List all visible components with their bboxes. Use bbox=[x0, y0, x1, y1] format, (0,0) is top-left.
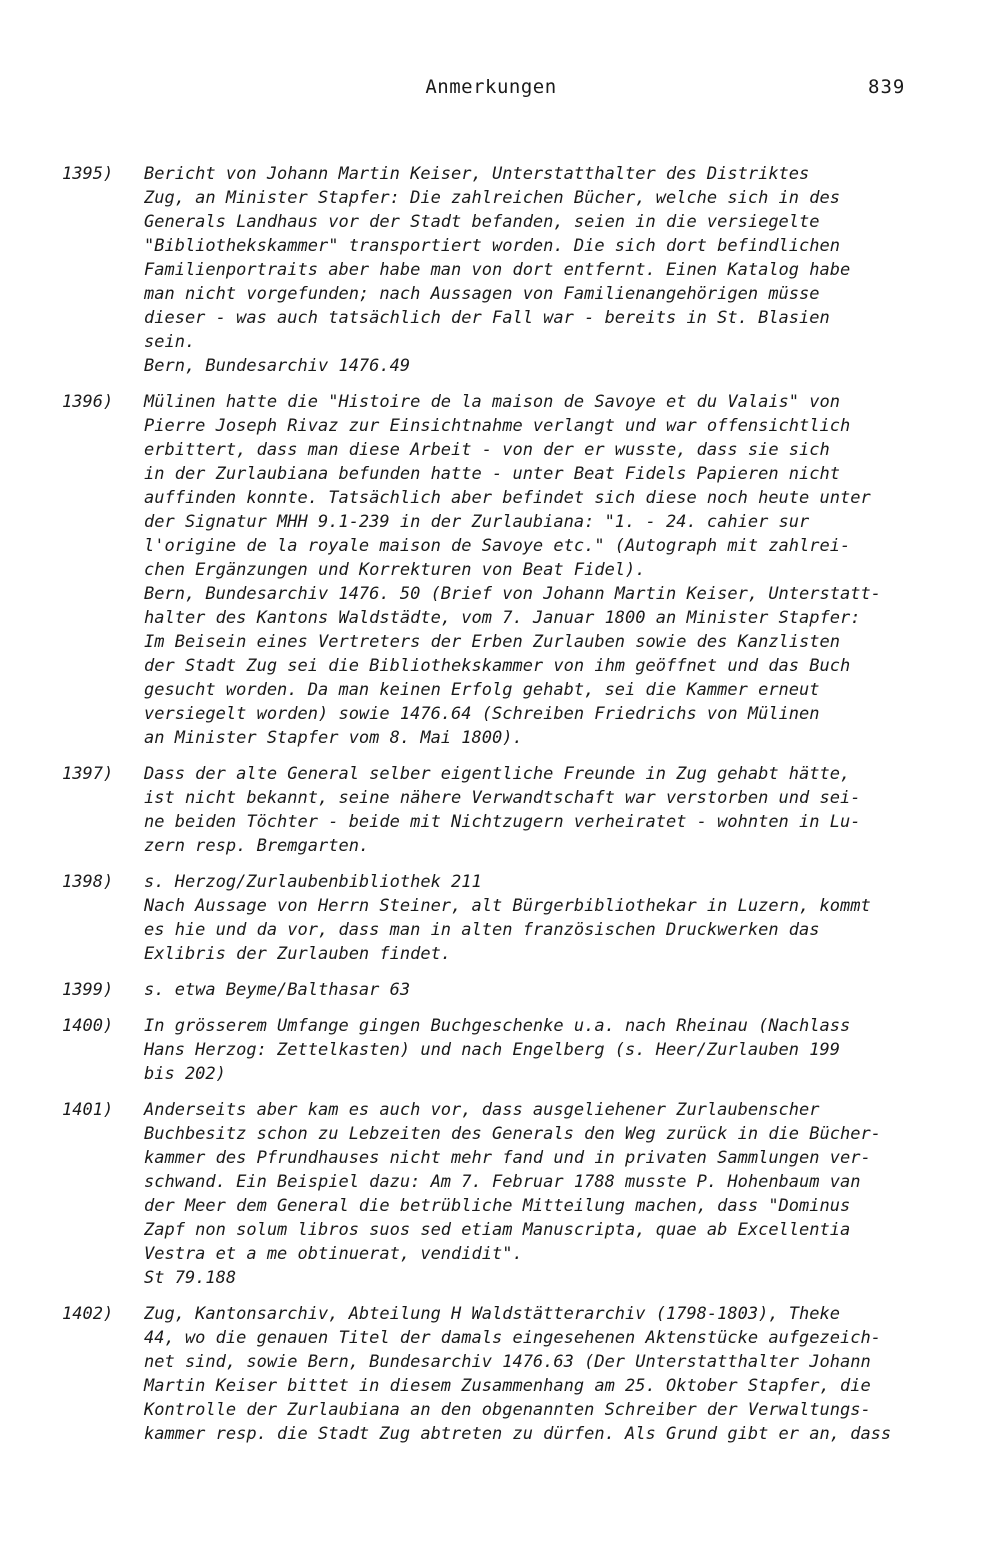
footnote-text bbox=[144, 1014, 962, 1086]
page-title: Anmerkungen bbox=[425, 76, 557, 98]
footnote-line: der Meer dem General die betrübliche Mitteilung machen, dass "Dominus bbox=[144, 1196, 851, 1216]
footnote-line: Martin Keiser bittet in diesem Zusammenhang am 25. Oktober Stapfer, die bbox=[144, 1376, 871, 1396]
footnote-line: zern resp. Bremgarten. bbox=[144, 836, 370, 856]
footnote-line: es hie und da vor, dass man in alten französischen Druckwerken das bbox=[144, 920, 820, 940]
footnote-text bbox=[144, 870, 962, 966]
footnote-line: Zug, an Minister Stapfer: Die zahlreichen Bücher, welche sich in des bbox=[144, 188, 840, 208]
footnote-line: 44, wo die genauen Titel der damals eingesehenen Aktenstücke aufgezeich- bbox=[144, 1328, 881, 1348]
footnote-line: Im Beisein eines Vertreters der Erben Zurlauben sowie des Kanzlisten bbox=[144, 632, 840, 652]
footnote-line: Anderseits aber kam es auch vor, dass ausgeliehener Zurlaubenscher bbox=[144, 1100, 820, 1120]
footnote-line: Kontrolle der Zurlaubiana an den obgenannten Schreiber der Verwaltungs- bbox=[144, 1400, 871, 1420]
footnote-line: der Stadt Zug sei die Bibliothekskammer von ihm geöffnet und das Buch bbox=[144, 656, 851, 676]
footnote-line: Pierre Joseph Rivaz zur Einsichtnahme verlangt und war offensichtlich bbox=[144, 416, 851, 436]
page-header bbox=[0, 76, 1000, 106]
footnote-line: Familienportraits aber habe man von dort entfernt. Einen Katalog habe bbox=[144, 260, 851, 280]
footnote-line: Buchbesitz schon zu Lebzeiten des Generals den Weg zurück in die Bücher- bbox=[144, 1124, 881, 1144]
footnote-line: Generals Landhaus vor der Stadt befanden, seien in die versiegelte bbox=[144, 212, 820, 232]
footnote-line: "Bibliothekskammer" transportiert worden. Die sich dort befindlichen bbox=[144, 236, 840, 256]
footnote-number: 1399) bbox=[62, 980, 114, 1000]
footnote-line: chen Ergänzungen und Korrekturen von Beat Fidel). bbox=[144, 560, 646, 580]
footnote-line: halter des Kantons Waldstädte, vom 7. Januar 1800 an Minister Stapfer: bbox=[144, 608, 861, 628]
footnote-number: 1398) bbox=[62, 872, 114, 892]
footnote-line: Hans Herzog: Zettelkasten) und nach Engelberg (s. Heer/Zurlauben 199 bbox=[144, 1040, 840, 1060]
footnote-number: 1402) bbox=[62, 1304, 114, 1324]
footnote-line: Zapf non solum libros suos sed etiam Manuscripta, quae ab Excellentia bbox=[144, 1220, 851, 1240]
footnote-text bbox=[144, 978, 962, 1002]
footnote bbox=[62, 162, 962, 378]
footnote-line: man nicht vorgefunden; nach Aussagen von Familienangehörigen müsse bbox=[144, 284, 820, 304]
footnote-line: kammer des Pfrundhauses nicht mehr fand und in privaten Sammlungen ver- bbox=[144, 1148, 871, 1168]
notes-list bbox=[62, 162, 962, 1458]
footnote-line: s. Herzog/Zurlaubenbibliothek 211 bbox=[144, 872, 482, 892]
footnote bbox=[62, 390, 962, 750]
footnote bbox=[62, 1098, 962, 1290]
footnote-line: Vestra et a me obtinuerat, vendidit". bbox=[144, 1244, 523, 1264]
footnote-line: an Minister Stapfer vom 8. Mai 1800). bbox=[144, 728, 523, 748]
footnote-line: Zug, Kantonsarchiv, Abteilung H Waldstätterarchiv (1798-1803), Theke bbox=[144, 1304, 840, 1324]
footnote bbox=[62, 1014, 962, 1086]
footnote bbox=[62, 1302, 962, 1446]
footnote-line: s. etwa Beyme/Balthasar 63 bbox=[144, 980, 411, 1000]
footnote-line: in der Zurlaubiana befunden hatte - unter Beat Fidels Papieren nicht bbox=[144, 464, 840, 484]
footnote-text bbox=[144, 390, 962, 750]
footnote-text bbox=[144, 1098, 962, 1290]
footnote-line: Nach Aussage von Herrn Steiner, alt Bürgerbibliothekar in Luzern, kommt bbox=[144, 896, 871, 916]
footnote bbox=[62, 978, 962, 1002]
page-number: 839 bbox=[868, 76, 906, 98]
footnote-line: erbittert, dass man diese Arbeit - von der er wusste, dass sie sich bbox=[144, 440, 830, 460]
footnote-line: ne beiden Töchter - beide mit Nichtzugern verheiratet - wohnten in Lu- bbox=[144, 812, 861, 832]
footnote-line: schwand. Ein Beispiel dazu: Am 7. Februar 1788 musste P. Hohenbaum van bbox=[144, 1172, 861, 1192]
footnote-number: 1397) bbox=[62, 764, 114, 784]
footnote-line: Exlibris der Zurlauben findet. bbox=[144, 944, 452, 964]
footnote-number: 1401) bbox=[62, 1100, 114, 1120]
footnote-line: St 79.188 bbox=[144, 1268, 237, 1288]
footnote-line: In grösserem Umfange gingen Buchgeschenke u.a. nach Rheinau (Nachlass bbox=[144, 1016, 851, 1036]
footnote-line: der Signatur MHH 9.1-239 in der Zurlaubiana: "1. - 24. cahier sur bbox=[144, 512, 810, 532]
footnote-line: versiegelt worden) sowie 1476.64 (Schreiben Friedrichs von Mülinen bbox=[144, 704, 820, 724]
footnote-line: auffinden konnte. Tatsächlich aber befindet sich diese noch heute unter bbox=[144, 488, 871, 508]
footnote-line: Bern, Bundesarchiv 1476.49 bbox=[144, 356, 411, 376]
footnote-text bbox=[144, 762, 962, 858]
footnote-line: kammer resp. die Stadt Zug abtreten zu dürfen. Als Grund gibt er an, dass bbox=[144, 1424, 892, 1444]
footnote-line: Bern, Bundesarchiv 1476. 50 (Brief von Johann Martin Keiser, Unterstatt- bbox=[144, 584, 881, 604]
footnote-number: 1400) bbox=[62, 1016, 114, 1036]
footnote-line: Bericht von Johann Martin Keiser, Unterstatthalter des Distriktes bbox=[144, 164, 810, 184]
footnote-line: gesucht worden. Da man keinen Erfolg gehabt, sei die Kammer erneut bbox=[144, 680, 820, 700]
footnote-line: Mülinen hatte die "Histoire de la maison de Savoye et du Valais" von bbox=[144, 392, 840, 412]
footnote-line: bis 202) bbox=[144, 1064, 226, 1084]
footnote-line: sein. bbox=[144, 332, 196, 352]
footnote-line: Dass der alte General selber eigentliche Freunde in Zug gehabt hätte, bbox=[144, 764, 851, 784]
footnote-line: net sind, sowie Bern, Bundesarchiv 1476.63 (Der Unterstatthalter Johann bbox=[144, 1352, 871, 1372]
footnote-text bbox=[144, 162, 962, 378]
footnote bbox=[62, 762, 962, 858]
footnote-text bbox=[144, 1302, 962, 1446]
footnote-line: ist nicht bekannt, seine nähere Verwandtschaft war verstorben und sei- bbox=[144, 788, 861, 808]
footnote-number: 1396) bbox=[62, 392, 114, 412]
footnote-line: dieser - was auch tatsächlich der Fall war - bereits in St. Blasien bbox=[144, 308, 830, 328]
footnote bbox=[62, 870, 962, 966]
footnote-line: l'origine de la royale maison de Savoye etc." (Autograph mit zahlrei- bbox=[144, 536, 851, 556]
footnote-number: 1395) bbox=[62, 164, 114, 184]
